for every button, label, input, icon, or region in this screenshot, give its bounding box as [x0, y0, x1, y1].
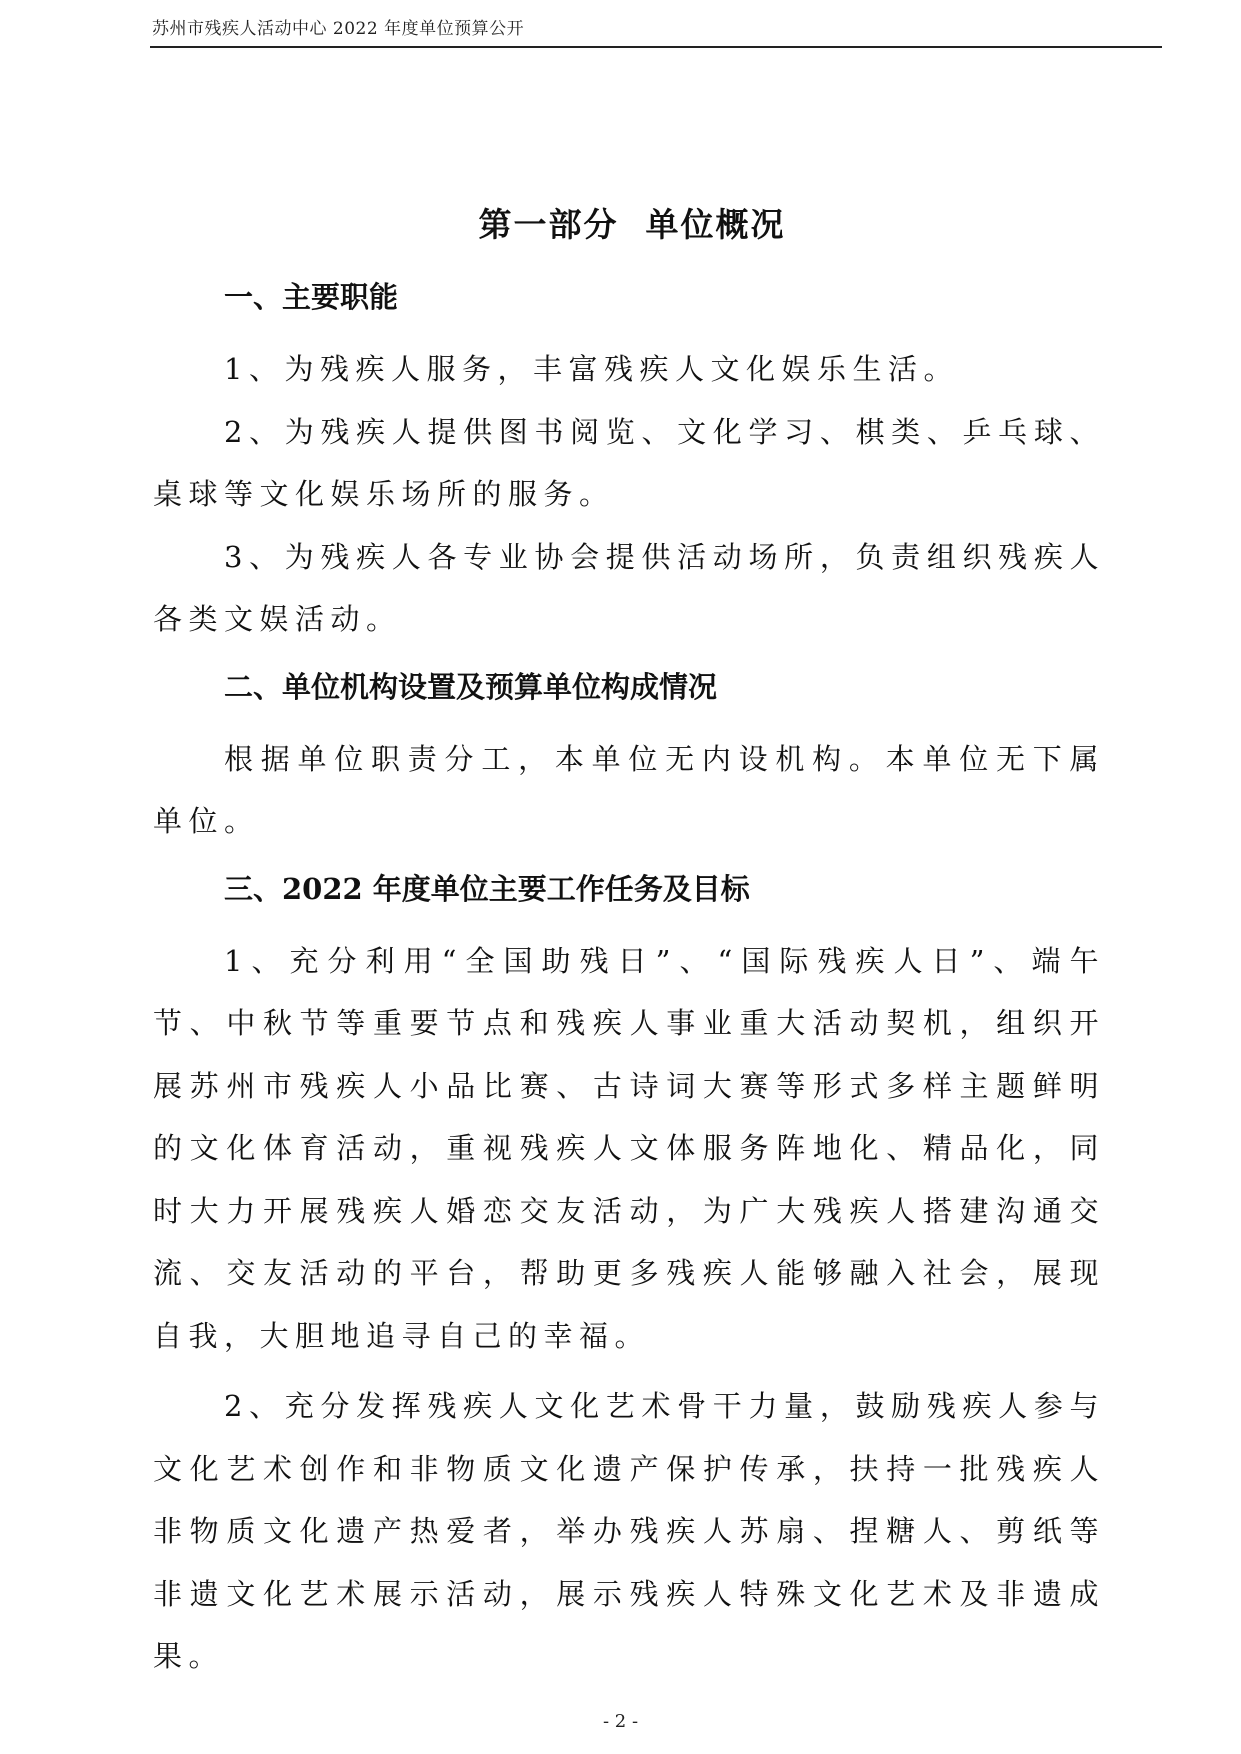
paragraph: 3、为残疾人各专业协会提供活动场所，负责组织残疾人各类文娱活动。 — [153, 539, 1105, 636]
part-title: 第一部分 单位概况 — [478, 205, 786, 244]
running-header: 苏州市残疾人活动中心 2022 年度单位预算公开 — [152, 19, 525, 39]
paragraph: 1、充分利用“全国助残日”、“国际残疾人日”、端午节、中秋节等重要节点和残疾人事业重大活动契机，组织开展苏州市残疾人小品比赛、古诗词大赛等形式多样主题鲜明的文化体育活动，重视残疾人文体服务阵地化、精品化，同时大力开展残疾人婚恋交友活动，为广大残疾人搭建沟通交流、交友活动的平台，帮助更多残疾人能够融入社会，展现自我，大胆地追寻自己的幸福。 — [153, 943, 1105, 1353]
header-rule — [150, 46, 1162, 48]
document-body — [153, 195, 1105, 1688]
paragraph: 2、为残疾人提供图书阅览、文化学习、棋类、乒乓球、桌球等文化娱乐场所的服务。 — [153, 414, 1105, 511]
section-heading-functions: 一、主要职能 — [224, 280, 399, 314]
paragraph: 2、充分发挥残疾人文化艺术骨干力量，鼓励残疾人参与文化艺术创作和非物质文化遗产保护传承，扶持一批残疾人非物质文化遗产热爱者，举办残疾人苏扇、捏糖人、剪纸等非遗文化艺术展示活动，展示残疾人特殊文化艺术及非遗成果。 — [153, 1389, 1105, 1673]
paragraph: 1、为残疾人服务，丰富残疾人文化娱乐生活。 — [224, 352, 959, 386]
page-number: - 2 - — [602, 1711, 639, 1732]
section-heading-tasks: 三、2022 年度单位主要工作任务及目标 — [224, 871, 750, 906]
section-heading-organization: 二、单位机构设置及预算单位构成情况 — [224, 669, 718, 704]
paragraph: 根据单位职责分工，本单位无内设机构。本单位无下属单位。 — [153, 741, 1105, 838]
